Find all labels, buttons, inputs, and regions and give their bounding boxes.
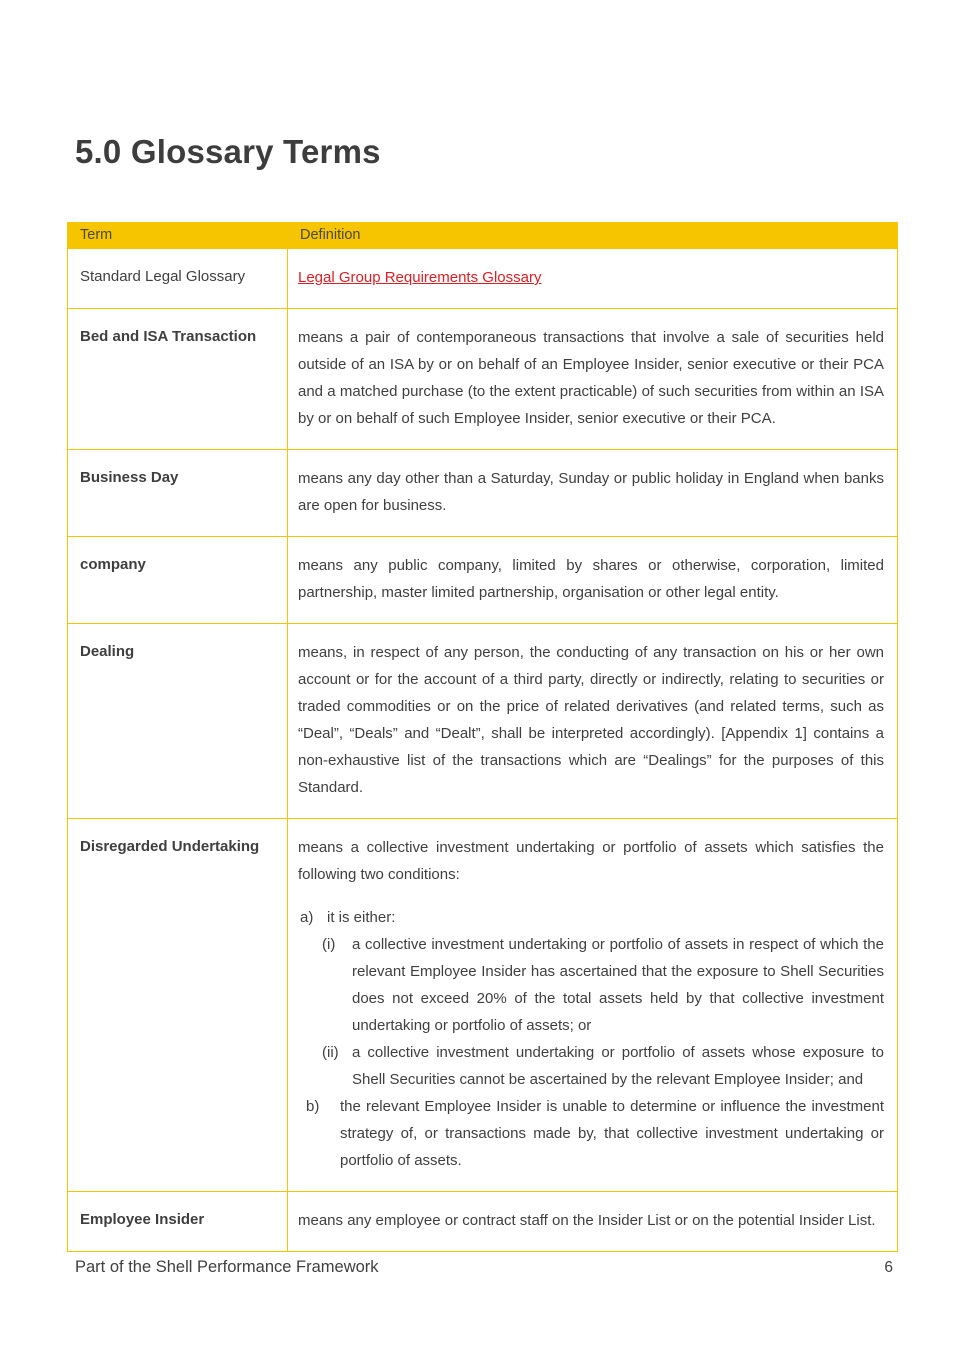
list-item-text: a collective investment undertaking or portfolio of assets in respect of which the relevant Employee Insider has ascertained that the exposure to Shell Securities does not exceed 20% of the total assets held by that collective investment undertaking or portfolio of assets; or [352, 936, 884, 1034]
list-item-label: (i) [322, 936, 336, 953]
list-item-label: b) [306, 1098, 320, 1115]
term-cell: Business Day [68, 450, 288, 537]
table-row [68, 249, 898, 309]
table-row [68, 624, 898, 819]
glossary-table-header [68, 223, 898, 249]
definition-paragraph: means, in respect of any person, the conducting of any transaction on his or her own account or for the account of a third party, directly or indirectly, relating to securities or traded commodities or on the price of related derivatives (and related terms, such as “Deal”, “Deals” and “Dealt”, shall be interpreted accordingly). [Appendix 1] contains a non-exhaustive list of the transactions which are “Dealings” for the purposes of this Standard. [298, 644, 884, 796]
term-cell: company [68, 537, 288, 624]
definition-cell [288, 537, 898, 624]
definition-list-item [300, 904, 884, 931]
definition-cell [288, 450, 898, 537]
header-row [68, 223, 898, 249]
definition-cell [288, 624, 898, 819]
table-row [68, 309, 898, 450]
table-row [68, 819, 898, 1192]
definition-list-item [306, 1093, 884, 1174]
table-row [68, 1192, 898, 1252]
definition-paragraph: means any employee or contract staff on the Insider List or on the potential Insider List. [298, 1212, 876, 1229]
page-footer [75, 1258, 893, 1277]
term-cell: Bed and ISA Transaction [68, 309, 288, 450]
glossary-table-body [68, 249, 898, 1252]
list-item-text: it is either: [327, 909, 396, 926]
definition-paragraph: means any day other than a Saturday, Sunday or public holiday in England when banks are open for business. [298, 470, 884, 514]
list-item-label: a) [300, 909, 314, 926]
table-row [68, 450, 898, 537]
definition-sublist-item [322, 931, 884, 1039]
term-cell: Disregarded Undertaking [68, 819, 288, 1192]
definition-cell [288, 1192, 898, 1252]
list-item-text: a collective investment undertaking or portfolio of assets whose exposure to Shell Securities cannot be ascertained by the relevant Employee Insider; and [352, 1044, 884, 1088]
footer-framework-text: Part of the Shell Performance Framework [75, 1258, 379, 1276]
definition-paragraph [298, 264, 884, 291]
list-item-label: (ii) [322, 1044, 339, 1061]
column-header-definition: Definition [288, 223, 898, 249]
term-cell: Dealing [68, 624, 288, 819]
list-item-text: the relevant Employee Insider is unable to determine or influence the investment strategy of, or transactions made by, that collective investment undertaking or portfolio of assets. [340, 1098, 884, 1169]
page-title: 5.0 Glossary Terms [75, 133, 381, 170]
column-header-term: Term [68, 223, 288, 249]
definition-paragraph: means a pair of contemporaneous transactions that involve a sale of securities held outside of an ISA by or on behalf of an Employee Insider, senior executive or their PCA and a matched purchase (to the extent practicable) of such securities from within an ISA by or on behalf of such Employee Insider, senior executive or their PCA. [298, 329, 884, 427]
definition-paragraph: means any public company, limited by shares or otherwise, corporation, limited partnership, master limited partnership, organisation or other legal entity. [298, 557, 884, 601]
term-cell: Standard Legal Glossary [68, 249, 288, 309]
glossary-link[interactable]: Legal Group Requirements Glossary [298, 269, 542, 286]
glossary-table [67, 222, 898, 1252]
term-cell: Employee Insider [68, 1192, 288, 1252]
table-row [68, 537, 898, 624]
definition-paragraph: means a collective investment undertaking or portfolio of assets which satisfies the following two conditions: [298, 839, 884, 883]
definition-cell [288, 249, 898, 309]
definition-list [298, 904, 884, 1174]
definition-cell [288, 309, 898, 450]
definition-cell [288, 819, 898, 1192]
page-number: 6 [884, 1259, 893, 1276]
definition-sublist-item [322, 1039, 884, 1093]
